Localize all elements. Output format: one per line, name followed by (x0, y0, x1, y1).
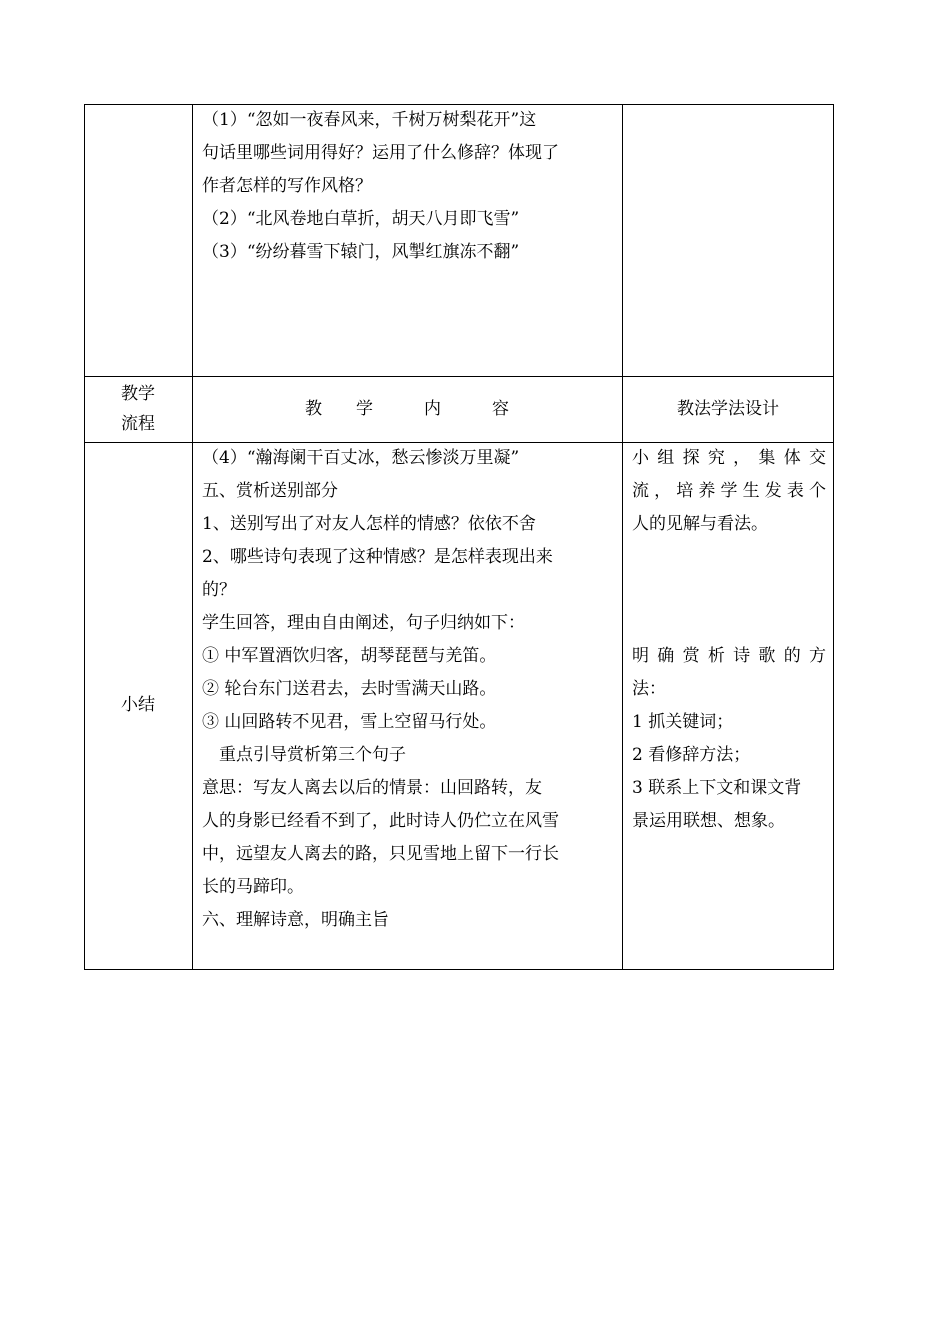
content-line: ② 轮台东门送君去，去时雪满天山路。 (202, 679, 497, 699)
header-method-label: 教法学法设计 (677, 399, 779, 419)
content-line: 学生回答，理由自由阐述，句子归纳如下： (202, 613, 525, 633)
method-line (632, 541, 826, 574)
content-line: 2、哪些诗句表现了这种情感？是怎样表现出来 (202, 547, 553, 567)
teaching-method-cell (632, 442, 826, 838)
method-line: 小组探究，集体交 (632, 448, 826, 468)
method-line: 景运用联想、想象。 (632, 811, 785, 831)
table-border-right (833, 104, 834, 970)
content-line: 五、赏析送别部分 (202, 481, 338, 501)
top-row-content (202, 104, 616, 269)
method-line (632, 607, 826, 640)
method-line (632, 574, 826, 607)
header-col-content (192, 376, 622, 442)
column-divider-1 (192, 104, 193, 970)
column-divider-2 (622, 104, 623, 970)
content-line: 人的身影已经看不到了，此时诗人仍伫立在风雪 (202, 811, 559, 831)
content-line: 长的马蹄印。 (202, 877, 304, 897)
header-content-label: 教 学 内 容 (305, 399, 509, 419)
content-line: 作者怎样的写作风格？ (202, 176, 372, 196)
header-col-process (84, 376, 192, 439)
content-line: 意思：写友人离去以后的情景：山回路转，友 (202, 778, 542, 798)
content-line: ③ 山回路转不见君，雪上空留马行处。 (202, 712, 497, 732)
method-line: 法： (632, 679, 666, 699)
content-line: 六、理解诗意，明确主旨 (202, 910, 389, 930)
section-label-cell (84, 442, 192, 969)
content-line: （1）“忽如一夜春风来，千树万树梨花开”这 (202, 110, 537, 130)
section-label-summary: 小结 (121, 695, 155, 715)
header-process-line2: 流程 (121, 414, 155, 434)
content-line: 句话里哪些词用得好？运用了什么修辞？体现了 (202, 143, 559, 163)
method-line: 2 看修辞方法； (632, 745, 751, 765)
content-line: 重点引导赏析第三个句子 (202, 745, 406, 765)
content-line: 的？ (202, 580, 236, 600)
content-line: （3）“纷纷暮雪下辕门，风掣红旗冻不翻” (202, 242, 520, 262)
content-line: 1、送别写出了对友人怎样的情感？依依不舍 (202, 514, 536, 534)
header-process-line1: 教学 (121, 384, 155, 404)
method-line: 1 抓关键词； (632, 712, 734, 732)
content-line: （4）“瀚海阑干百丈冰，愁云惨淡万里凝” (202, 448, 520, 468)
body-content-cell (202, 442, 616, 937)
content-line: （2）“北风卷地白草折，胡天八月即飞雪” (202, 209, 520, 229)
method-line: 明确赏析诗歌的方 (632, 646, 826, 666)
content-line: ① 中军置酒饮归客，胡琴琵琶与羌笛。 (202, 646, 497, 666)
header-col-method (622, 376, 834, 442)
table-border-bottom (84, 969, 834, 970)
method-line: 人的见解与看法。 (632, 514, 768, 534)
method-line: 3 联系上下文和课文背 (632, 778, 802, 798)
lesson-plan-table (84, 104, 834, 970)
method-line: 流，培养学生发表个 (632, 481, 826, 501)
content-line: 中，远望友人离去的路，只见雪地上留下一行长 (202, 844, 559, 864)
